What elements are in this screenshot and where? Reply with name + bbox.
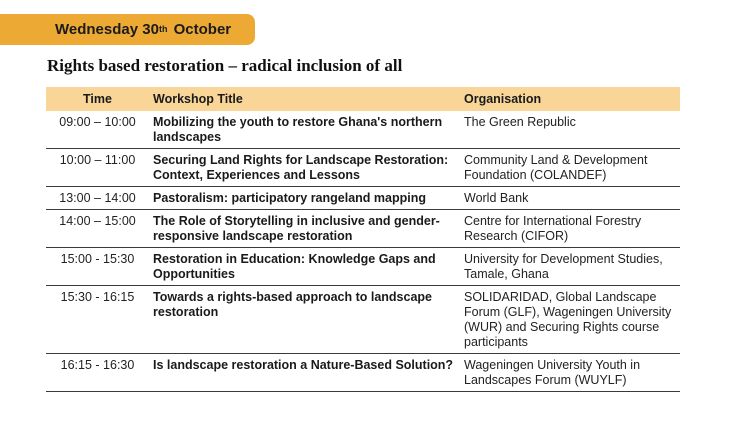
row-title: Mobilizing the youth to restore Ghana's northern landscapes [149, 111, 460, 149]
row-title: Is landscape restoration a Nature-Based Solution? [149, 354, 460, 392]
row-org: The Green Republic [460, 111, 680, 149]
row-title: Restoration in Education: Knowledge Gaps and Opportunities [149, 248, 460, 286]
table-row [46, 210, 680, 248]
table-row [46, 286, 680, 354]
date-day: Wednesday 30 [55, 21, 159, 38]
row-title: Pastoralism: participatory rangeland mapping [149, 187, 460, 210]
section-title: Rights based restoration – radical inclusion of all [47, 56, 403, 75]
row-time: 13:00 – 14:00 [46, 187, 149, 210]
table-row [46, 149, 680, 187]
row-time: 16:15 - 16:30 [46, 354, 149, 392]
row-time: 10:00 – 11:00 [46, 149, 149, 187]
schedule-table [46, 87, 680, 392]
header-title: Workshop Title [149, 87, 460, 111]
row-org: World Bank [460, 187, 680, 210]
row-org: SOLIDARIDAD, Global Landscape Forum (GLF), Wageningen University (WUR) and Securing Rights course participants [460, 286, 680, 354]
row-org: Centre for International Forestry Research (CIFOR) [460, 210, 680, 248]
row-title: The Role of Storytelling in inclusive and gender-responsive landscape restoration [149, 210, 460, 248]
table-row [46, 354, 680, 392]
row-time: 09:00 – 10:00 [46, 111, 149, 149]
date-banner [0, 14, 255, 45]
row-org: University for Development Studies, Tamale, Ghana [460, 248, 680, 286]
header-org: Organisation [460, 87, 680, 111]
row-title: Towards a rights-based approach to landscape restoration [149, 286, 460, 354]
row-time: 15:00 - 15:30 [46, 248, 149, 286]
table-row [46, 248, 680, 286]
row-time: 14:00 – 15:00 [46, 210, 149, 248]
row-time: 15:30 - 16:15 [46, 286, 149, 354]
table-row [46, 187, 680, 210]
date-month: October [173, 21, 232, 38]
table-header-row [46, 87, 680, 111]
row-org: Community Land & Development Foundation (COLANDEF) [460, 149, 680, 187]
row-org: Wageningen University Youth in Landscapes Forum (WUYLF) [460, 354, 680, 392]
row-title: Securing Land Rights for Landscape Restoration: Context, Experiences and Lessons [149, 149, 460, 187]
date-ordinal: th [158, 23, 168, 34]
header-time: Time [46, 87, 149, 111]
table-row [46, 111, 680, 149]
